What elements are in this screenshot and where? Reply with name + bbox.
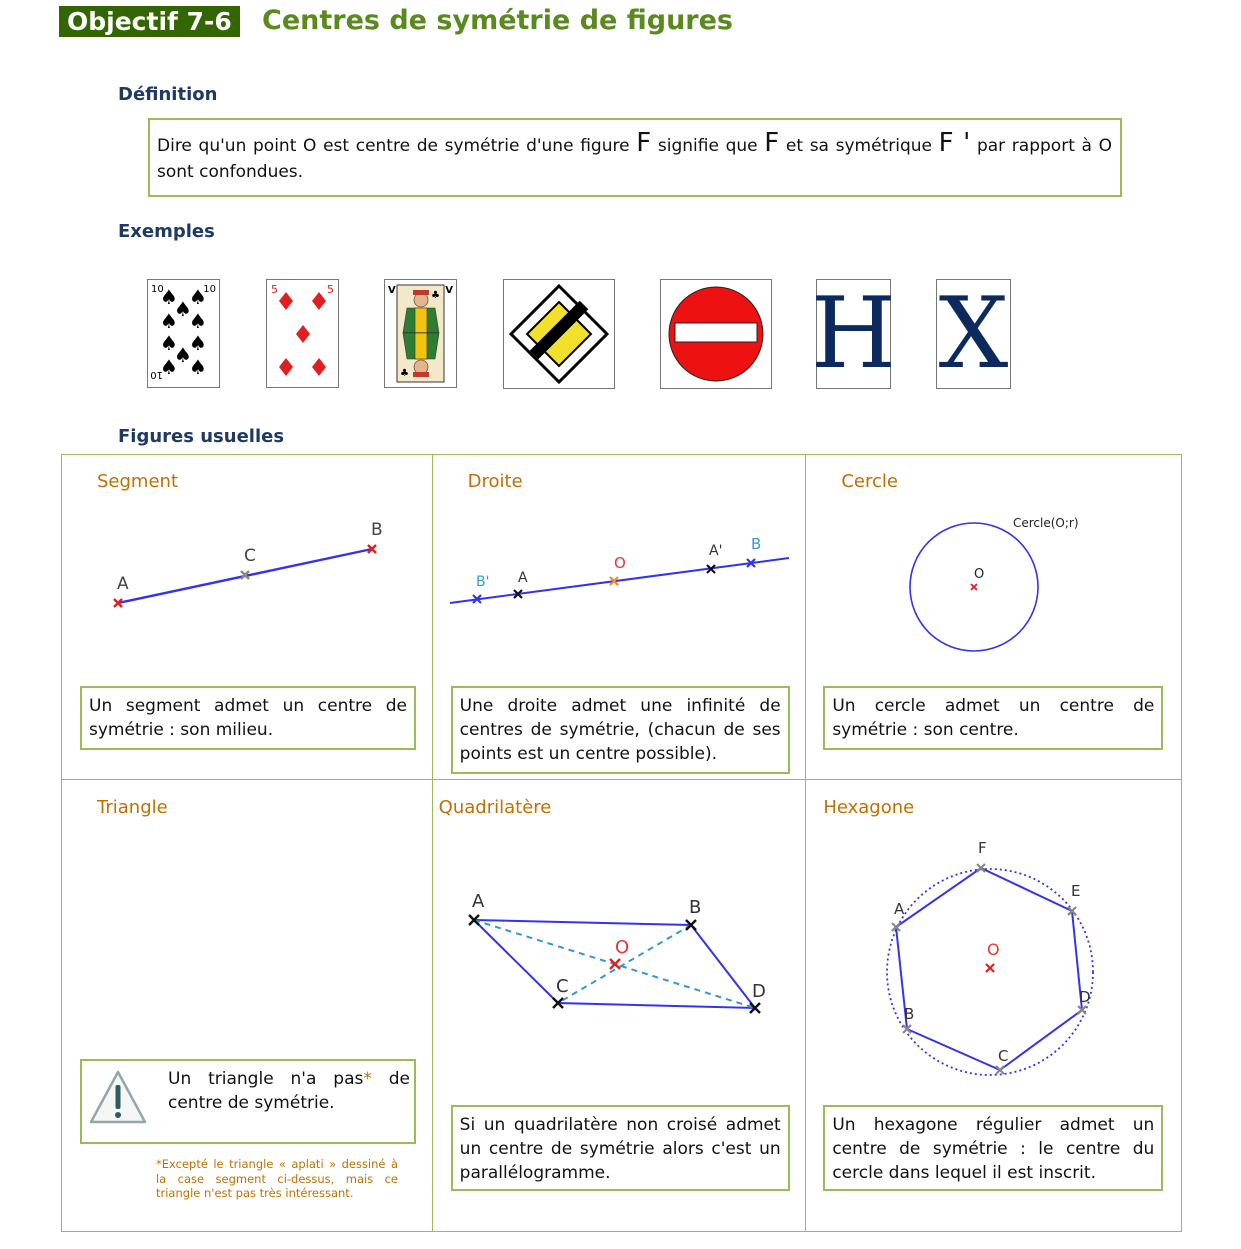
point-a-label: A: [517, 570, 528, 586]
svg-text:♠: ♠: [189, 285, 207, 309]
point-o-label: O: [974, 567, 985, 582]
figure-f-symbol: F: [636, 128, 652, 158]
spade-pips: [160, 285, 207, 379]
point-d-label: D: [751, 981, 766, 1002]
point-b-label: B: [371, 520, 383, 540]
letter-x: X: [938, 277, 1009, 391]
point-c-label: C: [998, 1047, 1009, 1065]
definition-box: [148, 118, 1122, 197]
point-b-prime-label: B': [475, 574, 490, 590]
ten-of-spades-card: [147, 279, 220, 388]
page-title: Centres de symétrie de figures: [262, 5, 733, 36]
segment-text-box: Un segment admet un centre de symétrie : son milieu.: [80, 686, 416, 750]
hexagone-cell: [806, 780, 1182, 1232]
card-rank: 10: [150, 369, 163, 380]
asterisk-mark: *: [363, 1069, 372, 1089]
card-rank: 5: [327, 283, 334, 296]
svg-text:♣: ♣: [400, 368, 409, 379]
svg-text:♠: ♠: [160, 355, 178, 379]
jack-of-clubs-card: [384, 279, 457, 388]
droite-figure: [443, 525, 803, 615]
svg-text:♠: ♠: [189, 355, 207, 379]
svg-text:♠: ♠: [160, 331, 178, 355]
triangle-title: Triangle: [97, 797, 168, 818]
figures-table: [61, 454, 1182, 1232]
definition-text-4: par rapport à O sont confondues.: [157, 136, 1112, 182]
segment-figure: [102, 510, 432, 620]
circle-label: Cercle(O;r): [1013, 516, 1079, 530]
point-d-label: D: [1079, 988, 1091, 1006]
cercle-text-box: Un cercle admet un centre de symétrie : son centre.: [823, 686, 1163, 750]
definition-text-2: signifie que: [651, 136, 765, 156]
quadrilatere-figure: [453, 875, 783, 1025]
droite-title: Droite: [467, 471, 523, 492]
point-c-label: C: [244, 546, 256, 566]
point-a-label: A: [117, 574, 129, 594]
figures-heading: Figures usuelles: [118, 426, 285, 447]
quadrilatere-cell: [432, 780, 806, 1232]
priority-road-sign: [503, 279, 615, 389]
point-a-label: A: [471, 891, 484, 912]
definition-text-1: Dire qu'un point O est centre de symétrie d'une figure: [157, 136, 637, 156]
hexagone-title: Hexagone: [823, 797, 915, 818]
examples-heading: Exemples: [118, 221, 215, 242]
hexagone-figure: [876, 835, 1116, 1085]
quadrilatere-text-box: Si un quadrilatère non croisé admet un centre de symétrie alors c'est un parallélogramme.: [451, 1105, 790, 1191]
point-f-label: F: [978, 839, 987, 857]
svg-text:♠: ♠: [189, 309, 207, 333]
svg-text:♣: ♣: [431, 290, 440, 301]
point-o-label: O: [613, 554, 626, 572]
point-b-label: B: [750, 535, 761, 553]
point-o-marker: [986, 964, 994, 972]
point-a-label: A: [894, 900, 905, 918]
point-a-prime-label: A': [708, 543, 723, 559]
point-o-marker: [971, 584, 977, 590]
point-b-label: B: [904, 1005, 915, 1023]
figure-f-prime-symbol: F ': [938, 128, 971, 158]
svg-text:♠: ♠: [174, 343, 192, 367]
triangle-cell: [62, 780, 433, 1232]
point-e-label: E: [1071, 882, 1081, 900]
segment-cell: [62, 455, 433, 780]
svg-text:♠: ♠: [160, 309, 178, 333]
cercle-figure: [896, 510, 1096, 660]
objective-badge: Objectif 7-6: [59, 6, 240, 37]
droite-text-box: Une droite admet une infinité de centres de symétrie, (chacun de ses points est un centre possible).: [451, 686, 790, 774]
triangle-text-before: Un triangle n'a pas: [168, 1069, 364, 1089]
card-rank: V: [445, 285, 453, 296]
droite-cell: [432, 455, 806, 780]
card-rank: V: [388, 285, 396, 296]
svg-text:♠: ♠: [160, 285, 178, 309]
five-of-diamonds-card: [266, 279, 339, 388]
point-o-label: O: [987, 940, 1000, 959]
card-rank: 10: [203, 284, 216, 295]
point-o-label: O: [614, 937, 629, 958]
svg-text:♠: ♠: [189, 331, 207, 355]
diamond-pips: [279, 292, 326, 376]
figure-f-symbol: F: [764, 128, 780, 158]
cercle-cell: [806, 455, 1182, 780]
point-c-label: C: [555, 976, 569, 997]
card-rank: 5: [271, 283, 278, 296]
segment-title: Segment: [97, 471, 178, 492]
triangle-text-after: de centre de symétrie.: [168, 1069, 410, 1113]
triangle-footnote: *Excepté le triangle « aplati » dessiné à la case segment ci-dessus, mais ce triangle n'est pas très intéressant.: [156, 1157, 398, 1200]
svg-text:♠: ♠: [174, 297, 192, 321]
hexagone-text-box: Un hexagone régulier admet un centre de symétrie : le centre du cercle dans lequel il est inscrit.: [823, 1105, 1163, 1191]
cercle-title: Cercle: [841, 471, 898, 492]
definition-heading: Définition: [118, 84, 218, 105]
point-b-label: B: [688, 897, 702, 918]
definition-text-3: et sa symétrique: [779, 136, 939, 156]
letter-h-example: [810, 277, 897, 391]
quadrilatere-title: Quadrilatère: [438, 797, 552, 818]
letter-h: H: [810, 277, 897, 391]
letter-x-example: [936, 279, 1011, 389]
card-rank: 10: [151, 284, 164, 295]
no-entry-sign: [660, 279, 772, 389]
triangle-text-box: [80, 1059, 416, 1144]
warning-icon: [87, 1068, 149, 1126]
triangle-text: [168, 1067, 410, 1115]
